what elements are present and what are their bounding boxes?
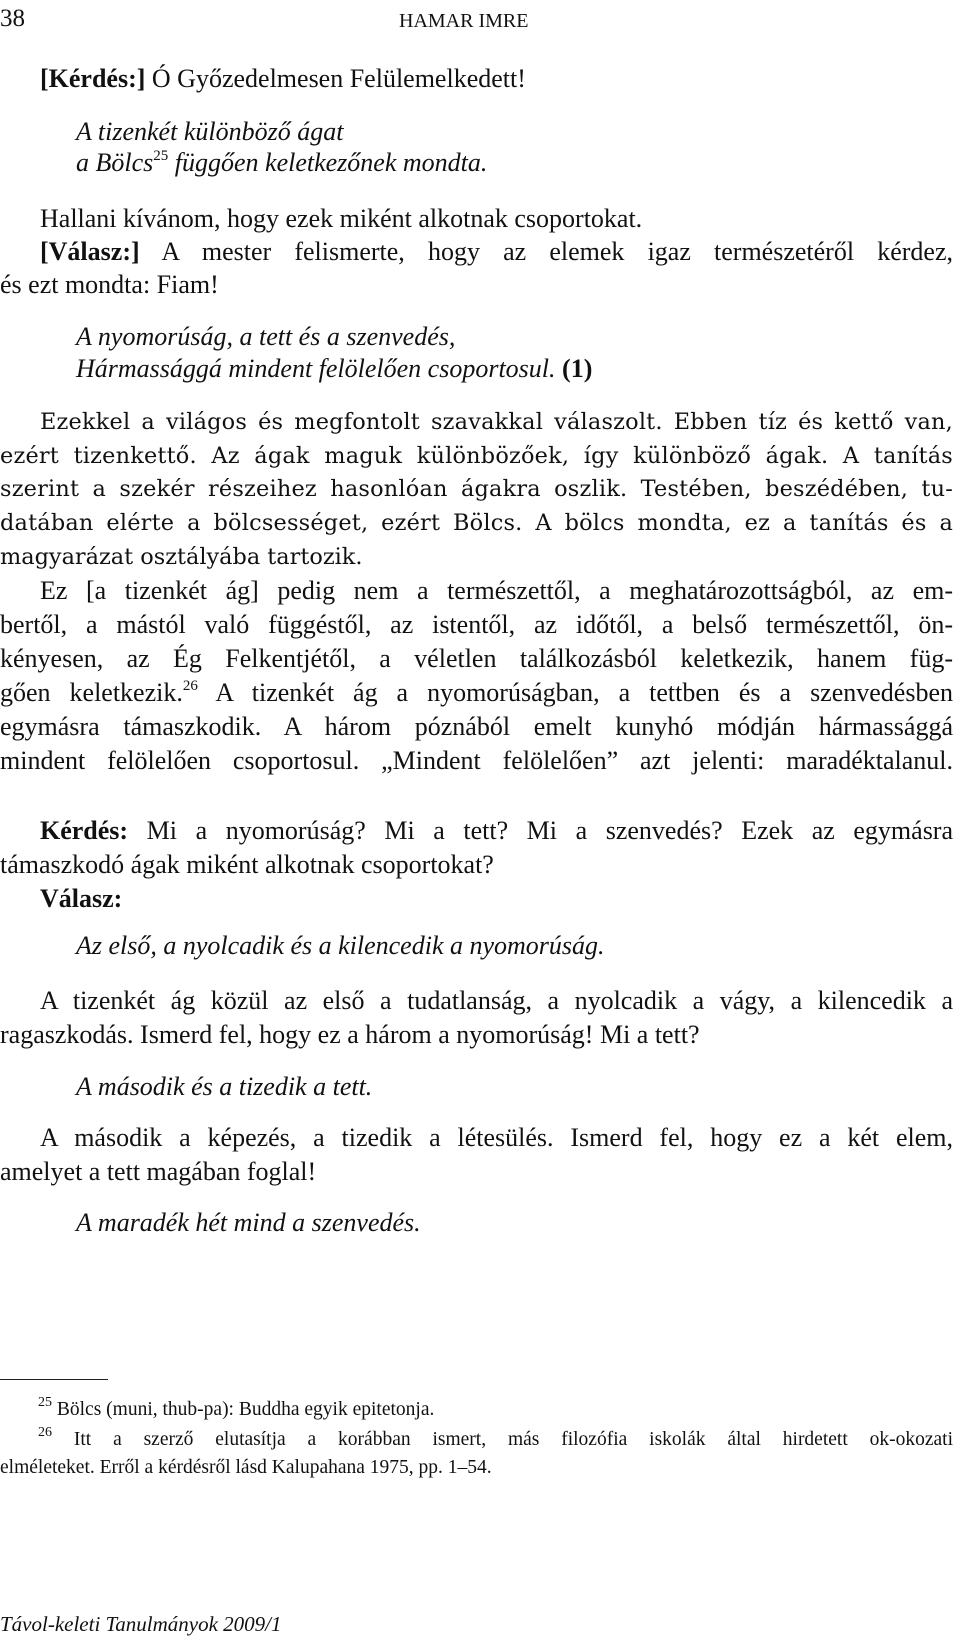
paragraph1-line4 (0, 676, 953, 710)
verse1-line2-after: függően keletkezőnek mondta. (174, 148, 488, 177)
commentary-line4: datában elérte a bölcsességet, ezért Bölcs. A bölcs mondta, ez a tanítás és a (0, 510, 953, 536)
footnote-ref-25: 25 (153, 148, 169, 164)
commentary-line1: Ezekkel a világos és megfontolt szavakkal válaszolt. Ebben tíz és kettő van, (40, 409, 953, 435)
footnote-26-line1 (38, 1427, 953, 1453)
paragraph1-line4-after: A tizenkét ág a nyomorúságban, a tettben és a szenvedésben (215, 678, 953, 707)
qa-question-text: Mi a nyomorúság? Mi a tett? Mi a szenvedés? Ezek az egymásra (146, 816, 954, 845)
prose1-line2-text: A mester felismerte, hogy az elemek igaz természetéről kérdez, (161, 237, 953, 266)
paragraph3-line2: amelyet a tett magában foglal! (0, 1157, 317, 1186)
paragraph2-line2: ragaszkodás. Ismerd fel, hogy ez a három a nyomorúság! Mi a tett? (0, 1020, 700, 1049)
question-text: Ó Győzedelmesen Felülemelkedett! (151, 64, 526, 93)
verse1-line1: A tizenkét különböző ágat (76, 117, 344, 146)
footnote-divider (0, 1379, 108, 1380)
verse1-question (40, 62, 526, 96)
qa-answer-label: Válasz: (40, 884, 123, 913)
footnote-text: Bölcs (muni, thub-pa): Buddha egyik epitetonja. (56, 1399, 435, 1420)
prose1-line1: Hallani kívánom, hogy ezek miként alkotnak csoportokat. (40, 204, 643, 233)
paragraph2-line1: A tizenkét ág közül az első a tudatlanság, a nyolcadik a vágy, a kilencedik a (40, 986, 953, 1015)
journal-footer: Távol-keleti Tanulmányok 2009/1 (0, 1612, 282, 1636)
question-label: [Kérdés:] (40, 64, 146, 93)
verse2-line2 (76, 352, 592, 386)
footnote-text: Itt a szerző elutasítja a korábban ismert, más filozófia iskolák által hirdetett ok-okozati (73, 1429, 954, 1450)
commentary-line2: ezért tizenkettő. Az ágak maguk különbözőek, így különböző ágak. A tanítás (0, 443, 953, 469)
paragraph1-line2: bertől, a mástól való függéstől, az istentől, az időtől, a belső természettől, ön- (0, 610, 953, 639)
footnote-26-line2: elméleteket. Erről a kérdésről lásd Kalupahana 1975, pp. 1–54. (0, 1457, 492, 1478)
paragraph1-line1: Ez [a tizenkét ág] pedig nem a természettől, a meghatározottságból, az em- (40, 576, 953, 605)
paragraph3-line1: A második a képezés, a tizedik a létesülés. Ismerd fel, hogy ez a két elem, (40, 1123, 953, 1152)
footnote-number: 26 (38, 1425, 52, 1440)
answer-label: [Válasz:] (40, 237, 140, 266)
footnote-ref-26: 26 (182, 678, 198, 694)
verse3-line1: Az első, a nyolcadik és a kilencedik a nyomorúság. (76, 931, 605, 960)
running-title: HAMAR IMRE (399, 10, 529, 32)
commentary-line5: magyarázat osztályába tartozik. (0, 544, 363, 570)
footnote-25 (38, 1397, 434, 1423)
prose1-line2 (40, 235, 953, 269)
paragraph1-line6: mindent felölelően csoportosul. „Mindent felölelően” azt jelenti: maradéktalanul. (0, 746, 953, 775)
paragraph1-line5: egymásra támaszkodik. A három póznából emelt kunyhó módján hármassággá (0, 712, 953, 741)
verse-marker: (1) (562, 354, 593, 383)
commentary-line3: szerint a szekér részeihez hasonlóan ágakra oszlik. Testében, beszédében, tu- (0, 476, 953, 502)
verse1-line2 (76, 146, 487, 180)
verse5-line1: A maradék hét mind a szenvedés. (76, 1208, 421, 1237)
paragraph1-line4-before: gően keletkezik. (0, 678, 183, 707)
verse2-line2-text: Hármassággá mindent felölelően csoportosul. (76, 354, 556, 383)
page-number: 38 (0, 5, 25, 32)
qa-question-line2: támaszkodó ágak miként alkotnak csoportokat? (0, 850, 494, 879)
verse4-line1: A második és a tizedik a tett. (76, 1072, 373, 1101)
paragraph1-line3: kényesen, az Ég Felkentjétől, a véletlen találkozásból keletkezik, hanem füg- (0, 644, 953, 673)
verse1-line2-before: a Bölcs (76, 148, 154, 177)
verse2-line1: A nyomorúság, a tett és a szenvedés, (76, 322, 456, 351)
prose1-line3: és ezt mondta: Fiam! (0, 270, 219, 299)
qa-question-label: Kérdés: (40, 816, 129, 845)
qa-question-line1 (40, 814, 953, 848)
footnote-number: 25 (38, 1395, 52, 1410)
